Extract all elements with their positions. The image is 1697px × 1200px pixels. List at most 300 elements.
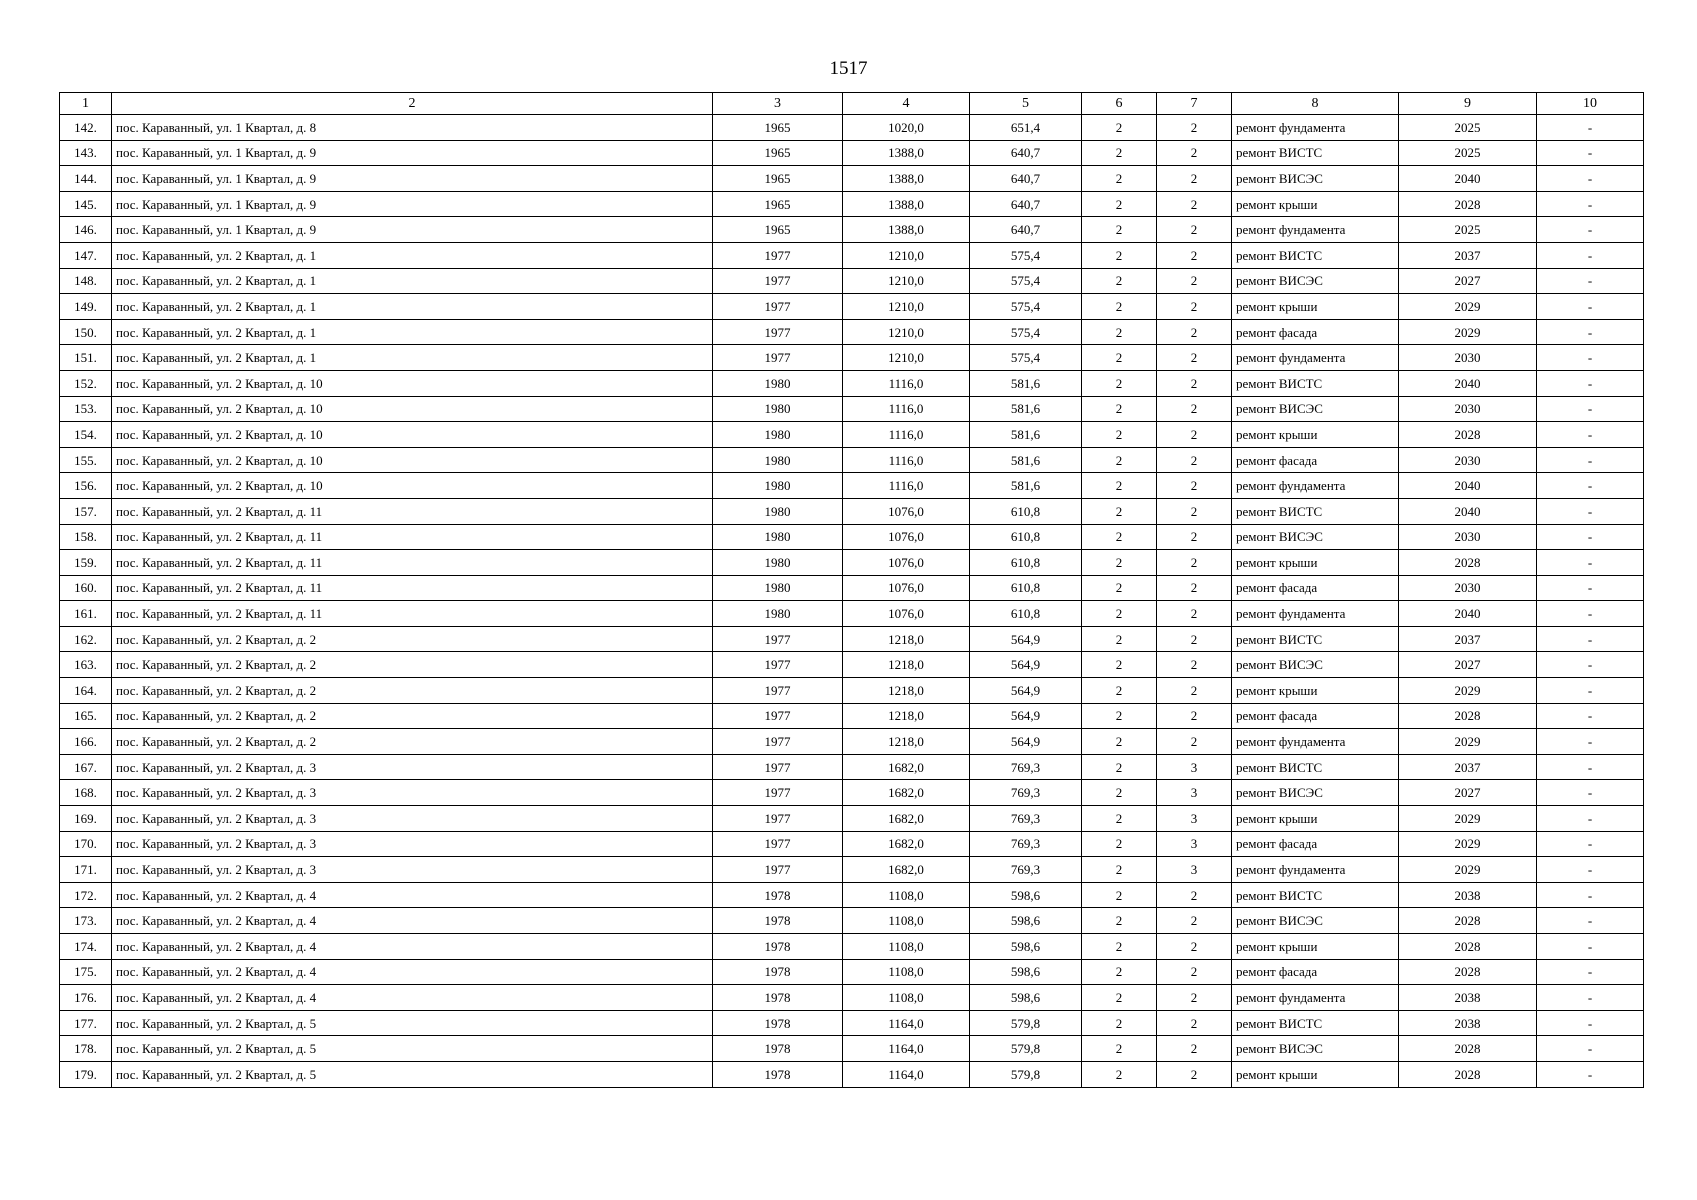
entrances-cell: 2 — [1157, 985, 1232, 1011]
work-type-cell: ремонт ВИСТС — [1232, 626, 1399, 652]
floors-cell: 2 — [1082, 729, 1157, 755]
floors-cell: 2 — [1082, 1036, 1157, 1062]
floors-cell: 2 — [1082, 498, 1157, 524]
floors-cell: 2 — [1082, 268, 1157, 294]
column-header: 10 — [1537, 93, 1644, 115]
floors-cell: 2 — [1082, 1061, 1157, 1087]
address-cell: пос. Караванный, ул. 2 Квартал, д. 11 — [112, 498, 713, 524]
living-area-cell: 610,8 — [970, 601, 1082, 627]
build-year-cell: 1980 — [713, 550, 843, 576]
row-number-cell: 144. — [60, 166, 112, 192]
table-row — [60, 268, 1644, 294]
planned-year-cell: 2038 — [1399, 882, 1537, 908]
row-number-cell: 158. — [60, 524, 112, 550]
entrances-cell: 2 — [1157, 729, 1232, 755]
total-area-cell: 1682,0 — [843, 857, 970, 883]
floors-cell: 2 — [1082, 754, 1157, 780]
living-area-cell: 640,7 — [970, 166, 1082, 192]
table-row — [60, 729, 1644, 755]
address-cell: пос. Караванный, ул. 2 Квартал, д. 11 — [112, 550, 713, 576]
planned-year-cell: 2037 — [1399, 626, 1537, 652]
note-cell: - — [1537, 498, 1644, 524]
work-type-cell: ремонт ВИСЭС — [1232, 396, 1399, 422]
living-area-cell: 581,6 — [970, 370, 1082, 396]
work-type-cell: ремонт ВИСЭС — [1232, 524, 1399, 550]
row-number-cell: 163. — [60, 652, 112, 678]
total-area-cell: 1108,0 — [843, 985, 970, 1011]
total-area-cell: 1116,0 — [843, 396, 970, 422]
build-year-cell: 1978 — [713, 959, 843, 985]
planned-year-cell: 2029 — [1399, 729, 1537, 755]
row-number-cell: 179. — [60, 1061, 112, 1087]
row-number-cell: 171. — [60, 857, 112, 883]
entrances-cell: 2 — [1157, 422, 1232, 448]
living-area-cell: 575,4 — [970, 345, 1082, 371]
total-area-cell: 1218,0 — [843, 703, 970, 729]
floors-cell: 2 — [1082, 447, 1157, 473]
total-area-cell: 1116,0 — [843, 473, 970, 499]
column-header: 1 — [60, 93, 112, 115]
address-cell: пос. Караванный, ул. 2 Квартал, д. 10 — [112, 473, 713, 499]
row-number-cell: 170. — [60, 831, 112, 857]
note-cell: - — [1537, 1010, 1644, 1036]
total-area-cell: 1210,0 — [843, 319, 970, 345]
address-cell: пос. Караванный, ул. 1 Квартал, д. 9 — [112, 140, 713, 166]
work-type-cell: ремонт фундамента — [1232, 473, 1399, 499]
work-type-cell: ремонт крыши — [1232, 806, 1399, 832]
note-cell: - — [1537, 806, 1644, 832]
living-area-cell: 598,6 — [970, 985, 1082, 1011]
entrances-cell: 3 — [1157, 806, 1232, 832]
address-cell: пос. Караванный, ул. 2 Квартал, д. 3 — [112, 806, 713, 832]
planned-year-cell: 2038 — [1399, 985, 1537, 1011]
living-area-cell: 610,8 — [970, 524, 1082, 550]
living-area-cell: 610,8 — [970, 550, 1082, 576]
work-type-cell: ремонт фасада — [1232, 319, 1399, 345]
note-cell: - — [1537, 729, 1644, 755]
total-area-cell: 1210,0 — [843, 294, 970, 320]
address-cell: пос. Караванный, ул. 1 Квартал, д. 9 — [112, 217, 713, 243]
build-year-cell: 1977 — [713, 652, 843, 678]
total-area-cell: 1388,0 — [843, 140, 970, 166]
planned-year-cell: 2030 — [1399, 345, 1537, 371]
address-cell: пос. Караванный, ул. 2 Квартал, д. 10 — [112, 370, 713, 396]
note-cell: - — [1537, 268, 1644, 294]
table-row — [60, 550, 1644, 576]
table-row — [60, 319, 1644, 345]
table-header-row — [60, 93, 1644, 115]
entrances-cell: 3 — [1157, 754, 1232, 780]
table-row — [60, 959, 1644, 985]
work-type-cell: ремонт ВИСЭС — [1232, 652, 1399, 678]
table-row — [60, 191, 1644, 217]
build-year-cell: 1980 — [713, 524, 843, 550]
floors-cell: 2 — [1082, 140, 1157, 166]
table-row — [60, 498, 1644, 524]
note-cell: - — [1537, 959, 1644, 985]
entrances-cell: 2 — [1157, 319, 1232, 345]
address-cell: пос. Караванный, ул. 2 Квартал, д. 4 — [112, 934, 713, 960]
note-cell: - — [1537, 652, 1644, 678]
work-type-cell: ремонт крыши — [1232, 191, 1399, 217]
row-number-cell: 157. — [60, 498, 112, 524]
table-row — [60, 345, 1644, 371]
address-cell: пос. Караванный, ул. 2 Квартал, д. 3 — [112, 780, 713, 806]
floors-cell: 2 — [1082, 242, 1157, 268]
note-cell: - — [1537, 396, 1644, 422]
note-cell: - — [1537, 575, 1644, 601]
planned-year-cell: 2028 — [1399, 1036, 1537, 1062]
work-type-cell: ремонт ВИСТС — [1232, 882, 1399, 908]
row-number-cell: 173. — [60, 908, 112, 934]
entrances-cell: 2 — [1157, 626, 1232, 652]
entrances-cell: 2 — [1157, 703, 1232, 729]
living-area-cell: 575,4 — [970, 268, 1082, 294]
row-number-cell: 174. — [60, 934, 112, 960]
planned-year-cell: 2025 — [1399, 140, 1537, 166]
note-cell: - — [1537, 115, 1644, 141]
planned-year-cell: 2028 — [1399, 422, 1537, 448]
table-row — [60, 115, 1644, 141]
living-area-cell: 769,3 — [970, 780, 1082, 806]
build-year-cell: 1977 — [713, 806, 843, 832]
planned-year-cell: 2028 — [1399, 1061, 1537, 1087]
total-area-cell: 1116,0 — [843, 370, 970, 396]
living-area-cell: 598,6 — [970, 908, 1082, 934]
row-number-cell: 152. — [60, 370, 112, 396]
build-year-cell: 1980 — [713, 473, 843, 499]
build-year-cell: 1980 — [713, 498, 843, 524]
address-cell: пос. Караванный, ул. 2 Квартал, д. 1 — [112, 268, 713, 294]
total-area-cell: 1076,0 — [843, 550, 970, 576]
work-type-cell: ремонт ВИСТС — [1232, 140, 1399, 166]
address-cell: пос. Караванный, ул. 2 Квартал, д. 10 — [112, 422, 713, 448]
work-type-cell: ремонт ВИСТС — [1232, 498, 1399, 524]
floors-cell: 2 — [1082, 1010, 1157, 1036]
address-cell: пос. Караванный, ул. 2 Квартал, д. 10 — [112, 396, 713, 422]
note-cell: - — [1537, 524, 1644, 550]
planned-year-cell: 2025 — [1399, 115, 1537, 141]
table-row — [60, 473, 1644, 499]
note-cell: - — [1537, 857, 1644, 883]
floors-cell: 2 — [1082, 934, 1157, 960]
planned-year-cell: 2040 — [1399, 473, 1537, 499]
work-type-cell: ремонт фасада — [1232, 575, 1399, 601]
work-type-cell: ремонт крыши — [1232, 678, 1399, 704]
planned-year-cell: 2040 — [1399, 166, 1537, 192]
living-area-cell: 575,4 — [970, 319, 1082, 345]
work-type-cell: ремонт фасада — [1232, 703, 1399, 729]
address-cell: пос. Караванный, ул. 2 Квартал, д. 1 — [112, 345, 713, 371]
build-year-cell: 1978 — [713, 934, 843, 960]
entrances-cell: 2 — [1157, 345, 1232, 371]
living-area-cell: 598,6 — [970, 934, 1082, 960]
floors-cell: 2 — [1082, 115, 1157, 141]
planned-year-cell: 2028 — [1399, 908, 1537, 934]
entrances-cell: 2 — [1157, 1010, 1232, 1036]
table-row — [60, 831, 1644, 857]
living-area-cell: 564,9 — [970, 678, 1082, 704]
build-year-cell: 1977 — [713, 678, 843, 704]
note-cell: - — [1537, 908, 1644, 934]
table-row — [60, 601, 1644, 627]
column-header: 4 — [843, 93, 970, 115]
row-number-cell: 156. — [60, 473, 112, 499]
entrances-cell: 2 — [1157, 1036, 1232, 1062]
entrances-cell: 3 — [1157, 857, 1232, 883]
floors-cell: 2 — [1082, 831, 1157, 857]
table-row — [60, 396, 1644, 422]
build-year-cell: 1978 — [713, 882, 843, 908]
total-area-cell: 1682,0 — [843, 780, 970, 806]
total-area-cell: 1076,0 — [843, 601, 970, 627]
note-cell: - — [1537, 294, 1644, 320]
table-row — [60, 575, 1644, 601]
entrances-cell: 2 — [1157, 498, 1232, 524]
work-type-cell: ремонт ВИСТС — [1232, 754, 1399, 780]
table-row — [60, 1010, 1644, 1036]
work-type-cell: ремонт крыши — [1232, 1061, 1399, 1087]
work-type-cell: ремонт фундамента — [1232, 601, 1399, 627]
table-row — [60, 242, 1644, 268]
column-header: 6 — [1082, 93, 1157, 115]
work-type-cell: ремонт ВИСТС — [1232, 242, 1399, 268]
planned-year-cell: 2029 — [1399, 678, 1537, 704]
build-year-cell: 1965 — [713, 115, 843, 141]
build-year-cell: 1977 — [713, 703, 843, 729]
planned-year-cell: 2037 — [1399, 242, 1537, 268]
column-header: 8 — [1232, 93, 1399, 115]
table-row — [60, 1061, 1644, 1087]
living-area-cell: 610,8 — [970, 498, 1082, 524]
planned-year-cell: 2028 — [1399, 550, 1537, 576]
row-number-cell: 176. — [60, 985, 112, 1011]
total-area-cell: 1076,0 — [843, 498, 970, 524]
entrances-cell: 2 — [1157, 550, 1232, 576]
table-row — [60, 652, 1644, 678]
entrances-cell: 2 — [1157, 370, 1232, 396]
build-year-cell: 1977 — [713, 345, 843, 371]
registry-table — [59, 92, 1644, 1088]
note-cell: - — [1537, 1036, 1644, 1062]
total-area-cell: 1218,0 — [843, 626, 970, 652]
entrances-cell: 2 — [1157, 268, 1232, 294]
total-area-cell: 1020,0 — [843, 115, 970, 141]
row-number-cell: 165. — [60, 703, 112, 729]
row-number-cell: 169. — [60, 806, 112, 832]
planned-year-cell: 2030 — [1399, 575, 1537, 601]
note-cell: - — [1537, 345, 1644, 371]
planned-year-cell: 2028 — [1399, 703, 1537, 729]
note-cell: - — [1537, 422, 1644, 448]
work-type-cell: ремонт ВИСТС — [1232, 370, 1399, 396]
work-type-cell: ремонт фундамента — [1232, 345, 1399, 371]
table-row — [60, 882, 1644, 908]
work-type-cell: ремонт ВИСЭС — [1232, 780, 1399, 806]
note-cell: - — [1537, 626, 1644, 652]
entrances-cell: 2 — [1157, 908, 1232, 934]
entrances-cell: 2 — [1157, 396, 1232, 422]
entrances-cell: 2 — [1157, 959, 1232, 985]
living-area-cell: 640,7 — [970, 191, 1082, 217]
table-row — [60, 294, 1644, 320]
column-header: 3 — [713, 93, 843, 115]
address-cell: пос. Караванный, ул. 2 Квартал, д. 3 — [112, 831, 713, 857]
work-type-cell: ремонт ВИСЭС — [1232, 268, 1399, 294]
floors-cell: 2 — [1082, 678, 1157, 704]
page-number: 1517 — [829, 58, 868, 79]
floors-cell: 2 — [1082, 550, 1157, 576]
planned-year-cell: 2027 — [1399, 268, 1537, 294]
floors-cell: 2 — [1082, 319, 1157, 345]
build-year-cell: 1977 — [713, 242, 843, 268]
row-number-cell: 172. — [60, 882, 112, 908]
living-area-cell: 579,8 — [970, 1061, 1082, 1087]
address-cell: пос. Караванный, ул. 2 Квартал, д. 2 — [112, 626, 713, 652]
table-row — [60, 166, 1644, 192]
total-area-cell: 1388,0 — [843, 217, 970, 243]
work-type-cell: ремонт фундамента — [1232, 729, 1399, 755]
living-area-cell: 564,9 — [970, 626, 1082, 652]
column-header: 5 — [970, 93, 1082, 115]
floors-cell: 2 — [1082, 166, 1157, 192]
entrances-cell: 2 — [1157, 294, 1232, 320]
row-number-cell: 155. — [60, 447, 112, 473]
entrances-cell: 2 — [1157, 242, 1232, 268]
address-cell: пос. Караванный, ул. 2 Квартал, д. 11 — [112, 601, 713, 627]
total-area-cell: 1210,0 — [843, 268, 970, 294]
floors-cell: 2 — [1082, 908, 1157, 934]
address-cell: пос. Караванный, ул. 1 Квартал, д. 8 — [112, 115, 713, 141]
table-row — [60, 908, 1644, 934]
planned-year-cell: 2030 — [1399, 524, 1537, 550]
note-cell: - — [1537, 601, 1644, 627]
address-cell: пос. Караванный, ул. 2 Квартал, д. 11 — [112, 575, 713, 601]
floors-cell: 2 — [1082, 780, 1157, 806]
row-number-cell: 164. — [60, 678, 112, 704]
total-area-cell: 1076,0 — [843, 524, 970, 550]
entrances-cell: 2 — [1157, 447, 1232, 473]
living-area-cell: 598,6 — [970, 959, 1082, 985]
planned-year-cell: 2040 — [1399, 370, 1537, 396]
table-row — [60, 780, 1644, 806]
build-year-cell: 1977 — [713, 857, 843, 883]
note-cell: - — [1537, 754, 1644, 780]
note-cell: - — [1537, 780, 1644, 806]
row-number-cell: 159. — [60, 550, 112, 576]
table-body — [60, 115, 1644, 1088]
note-cell: - — [1537, 934, 1644, 960]
entrances-cell: 2 — [1157, 524, 1232, 550]
floors-cell: 2 — [1082, 191, 1157, 217]
work-type-cell: ремонт фасада — [1232, 831, 1399, 857]
note-cell: - — [1537, 985, 1644, 1011]
entrances-cell: 2 — [1157, 166, 1232, 192]
row-number-cell: 153. — [60, 396, 112, 422]
entrances-cell: 2 — [1157, 1061, 1232, 1087]
note-cell: - — [1537, 447, 1644, 473]
total-area-cell: 1682,0 — [843, 806, 970, 832]
work-type-cell: ремонт крыши — [1232, 550, 1399, 576]
floors-cell: 2 — [1082, 345, 1157, 371]
build-year-cell: 1980 — [713, 575, 843, 601]
work-type-cell: ремонт фундамента — [1232, 115, 1399, 141]
planned-year-cell: 2029 — [1399, 831, 1537, 857]
build-year-cell: 1977 — [713, 319, 843, 345]
table-row — [60, 678, 1644, 704]
row-number-cell: 161. — [60, 601, 112, 627]
total-area-cell: 1108,0 — [843, 959, 970, 985]
address-cell: пос. Караванный, ул. 1 Квартал, д. 9 — [112, 191, 713, 217]
address-cell: пос. Караванный, ул. 2 Квартал, д. 3 — [112, 857, 713, 883]
build-year-cell: 1965 — [713, 217, 843, 243]
note-cell: - — [1537, 1061, 1644, 1087]
floors-cell: 2 — [1082, 652, 1157, 678]
build-year-cell: 1980 — [713, 447, 843, 473]
floors-cell: 2 — [1082, 422, 1157, 448]
total-area-cell: 1210,0 — [843, 242, 970, 268]
column-header: 2 — [112, 93, 713, 115]
planned-year-cell: 2038 — [1399, 1010, 1537, 1036]
row-number-cell: 178. — [60, 1036, 112, 1062]
floors-cell: 2 — [1082, 473, 1157, 499]
floors-cell: 2 — [1082, 703, 1157, 729]
address-cell: пос. Караванный, ул. 2 Квартал, д. 4 — [112, 959, 713, 985]
living-area-cell: 581,6 — [970, 422, 1082, 448]
table-row — [60, 447, 1644, 473]
row-number-cell: 146. — [60, 217, 112, 243]
row-number-cell: 160. — [60, 575, 112, 601]
total-area-cell: 1108,0 — [843, 934, 970, 960]
note-cell: - — [1537, 319, 1644, 345]
planned-year-cell: 2029 — [1399, 806, 1537, 832]
note-cell: - — [1537, 370, 1644, 396]
living-area-cell: 575,4 — [970, 294, 1082, 320]
build-year-cell: 1978 — [713, 1036, 843, 1062]
table-row — [60, 370, 1644, 396]
row-number-cell: 162. — [60, 626, 112, 652]
address-cell: пос. Караванный, ул. 2 Квартал, д. 1 — [112, 294, 713, 320]
build-year-cell: 1978 — [713, 1010, 843, 1036]
note-cell: - — [1537, 473, 1644, 499]
living-area-cell: 581,6 — [970, 473, 1082, 499]
living-area-cell: 564,9 — [970, 652, 1082, 678]
planned-year-cell: 2025 — [1399, 217, 1537, 243]
planned-year-cell: 2030 — [1399, 447, 1537, 473]
floors-cell: 2 — [1082, 370, 1157, 396]
planned-year-cell: 2027 — [1399, 652, 1537, 678]
floors-cell: 2 — [1082, 959, 1157, 985]
note-cell: - — [1537, 831, 1644, 857]
floors-cell: 2 — [1082, 806, 1157, 832]
living-area-cell: 579,8 — [970, 1036, 1082, 1062]
planned-year-cell: 2028 — [1399, 191, 1537, 217]
entrances-cell: 2 — [1157, 601, 1232, 627]
entrances-cell: 2 — [1157, 191, 1232, 217]
row-number-cell: 168. — [60, 780, 112, 806]
address-cell: пос. Караванный, ул. 2 Квартал, д. 5 — [112, 1061, 713, 1087]
address-cell: пос. Караванный, ул. 2 Квартал, д. 2 — [112, 729, 713, 755]
row-number-cell: 167. — [60, 754, 112, 780]
total-area-cell: 1218,0 — [843, 652, 970, 678]
entrances-cell: 2 — [1157, 115, 1232, 141]
row-number-cell: 147. — [60, 242, 112, 268]
build-year-cell: 1965 — [713, 166, 843, 192]
entrances-cell: 2 — [1157, 652, 1232, 678]
work-type-cell: ремонт фундамента — [1232, 985, 1399, 1011]
work-type-cell: ремонт ВИСЭС — [1232, 1036, 1399, 1062]
build-year-cell: 1977 — [713, 729, 843, 755]
